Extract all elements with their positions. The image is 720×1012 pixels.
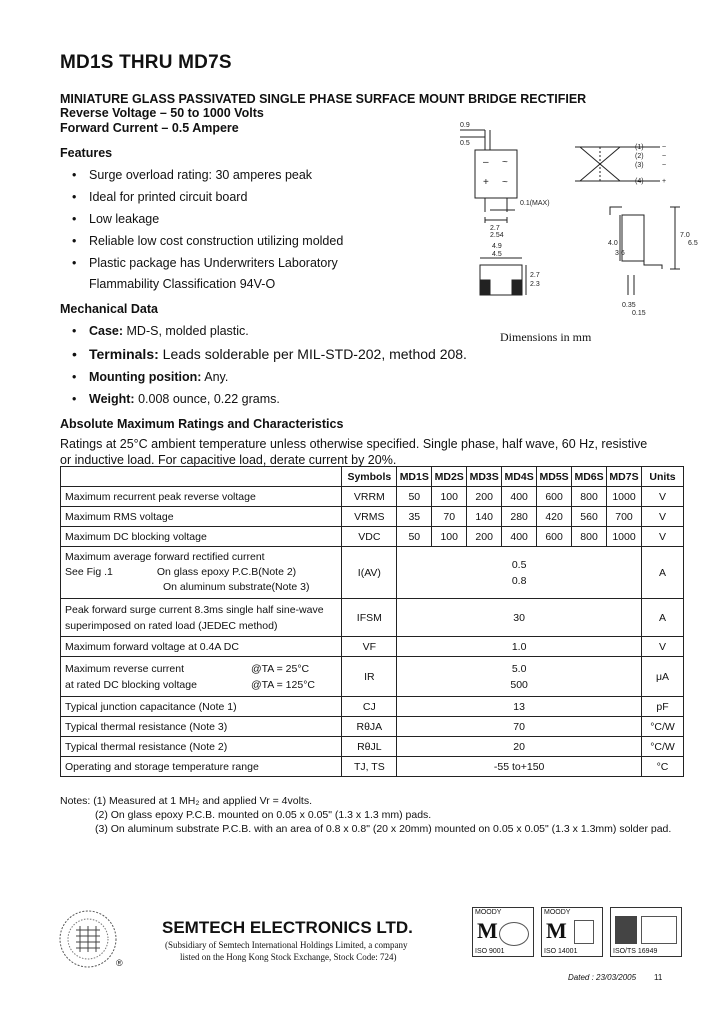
registered-mark: ® bbox=[116, 958, 123, 968]
dim-label: 7.0 bbox=[680, 232, 690, 239]
cell: 280 bbox=[502, 507, 537, 527]
mech-terminals: • Terminals: Leads solderable per MIL-STD-202, method 208. bbox=[72, 346, 467, 362]
row-desc: Peak forward surge current 8.3ms single half sine-wave superimposed on rated load (JEDEC method) bbox=[61, 599, 342, 637]
row-symbol: VRMS bbox=[342, 507, 397, 527]
cell: 1000 bbox=[607, 527, 642, 547]
row-unit: pF bbox=[641, 697, 683, 717]
table-row bbox=[61, 737, 684, 757]
row-symbol: IFSM bbox=[342, 599, 397, 637]
cell: 100 bbox=[432, 527, 467, 547]
cell: 200 bbox=[467, 527, 502, 547]
row-unit: V bbox=[641, 637, 683, 657]
mech-weight: • Weight: 0.008 ounce, 0.22 grams. bbox=[72, 392, 280, 406]
pin-sign: ~ bbox=[662, 144, 667, 151]
pin-sign: + bbox=[662, 178, 667, 185]
package-top-view bbox=[475, 150, 517, 198]
pkg-sign: – bbox=[483, 157, 489, 168]
cell: 1000 bbox=[607, 487, 642, 507]
cert-mark-icon bbox=[615, 916, 637, 944]
page-number: 11 bbox=[654, 973, 663, 982]
pkg-sign: + bbox=[483, 177, 489, 188]
cell: 600 bbox=[537, 487, 572, 507]
row-symbol: IR bbox=[342, 657, 397, 697]
dim-label: 0.1(MAX) bbox=[520, 200, 550, 207]
dim-label: 0.35 bbox=[622, 302, 636, 309]
moody-m-icon: M bbox=[477, 918, 498, 943]
company-sub2: listed on the Hong Kong Stock Exchange, Stock Code: 724) bbox=[180, 952, 397, 962]
cell: 140 bbox=[467, 507, 502, 527]
note-1: Notes: (1) Measured at 1 MH₂ and applied Vr = 4volts. bbox=[60, 795, 313, 807]
features-heading: Features bbox=[60, 146, 113, 160]
cell: 700 bbox=[607, 507, 642, 527]
ratings-intro: Ratings at 25°C ambient temperature unless otherwise specified. Single phase, half wave, 60 Hz, resistive or inductive load. For capacitive load, derate current by 20%. bbox=[60, 437, 648, 467]
dim-label: 2.7 bbox=[530, 272, 540, 279]
cell: 0.5 0.8 bbox=[397, 547, 642, 599]
page-title: MD1S THRU MD7S bbox=[60, 52, 232, 73]
feature-item: • Ideal for printed circuit board bbox=[72, 190, 247, 204]
row-desc: Typical junction capacitance (Note 1) bbox=[61, 697, 342, 717]
dim-label: 2.7 bbox=[490, 225, 500, 232]
note-3: (3) On aluminum substrate P.C.B. with an area of 0.8 x 0.8" (20 x 20mm) mounted on 0.05 x 0.05" (1.3 x 1.3mm) solder pad. bbox=[95, 823, 672, 835]
crown-shield-icon bbox=[574, 920, 594, 944]
reverse-voltage: Reverse Voltage – 50 to 1000 Volts bbox=[60, 106, 264, 120]
cell: 20 bbox=[397, 737, 642, 757]
dim-label: 4.9 bbox=[492, 243, 502, 250]
column-header: MD2S bbox=[432, 467, 467, 487]
table-row bbox=[61, 697, 684, 717]
column-header: MD4S bbox=[502, 467, 537, 487]
pin-label: (4) bbox=[635, 178, 644, 185]
dim-label: 4.5 bbox=[492, 251, 502, 258]
pin-sign: ~ bbox=[662, 162, 667, 169]
feature-item: • Low leakage bbox=[72, 212, 159, 226]
company-name: SEMTECH ELECTRONICS LTD. bbox=[162, 918, 413, 937]
forward-current: Forward Current – 0.5 Ampere bbox=[60, 121, 239, 135]
dim-label: 4.0 bbox=[608, 240, 618, 247]
row-symbol: TJ, TS bbox=[342, 757, 397, 777]
cell: 420 bbox=[537, 507, 572, 527]
table-row bbox=[61, 507, 684, 527]
cell: 560 bbox=[572, 507, 607, 527]
table-row bbox=[61, 527, 684, 547]
row-symbol: RθJL bbox=[342, 737, 397, 757]
column-header: MD3S bbox=[467, 467, 502, 487]
row-desc: Typical thermal resistance (Note 2) bbox=[61, 737, 342, 757]
row-unit: μA bbox=[641, 657, 683, 697]
cell: 70 bbox=[432, 507, 467, 527]
row-symbol: I(AV) bbox=[342, 547, 397, 599]
row-desc: Maximum DC blocking voltage bbox=[61, 527, 342, 547]
row-desc: Maximum forward voltage at 0.4A DC bbox=[61, 637, 342, 657]
column-header: MD7S bbox=[607, 467, 642, 487]
table-row bbox=[61, 717, 684, 737]
row-symbol: VDC bbox=[342, 527, 397, 547]
row-unit: V bbox=[641, 527, 683, 547]
feature-item: • Plastic package has Underwriters Laboratory bbox=[72, 256, 338, 270]
table-row bbox=[61, 599, 684, 637]
zert-icon bbox=[499, 922, 529, 946]
cell: 400 bbox=[502, 527, 537, 547]
cell: 1.0 bbox=[397, 637, 642, 657]
package-side-view bbox=[622, 215, 644, 261]
pin-label: (3) bbox=[635, 162, 644, 169]
cell: 50 bbox=[397, 527, 432, 547]
row-symbol: VF bbox=[342, 637, 397, 657]
row-unit: °C/W bbox=[641, 717, 683, 737]
dated: Dated : 23/03/2005 bbox=[568, 973, 637, 982]
cert-badge-iso9001: MOODY M ISO 9001 bbox=[472, 907, 534, 957]
row-unit: °C/W bbox=[641, 737, 683, 757]
column-header: Units bbox=[641, 467, 683, 487]
mech-mounting: • Mounting position: Any. bbox=[72, 370, 228, 384]
table-header-row bbox=[61, 467, 684, 487]
row-desc: Maximum recurrent peak reverse voltage bbox=[61, 487, 342, 507]
cell: 5.0 500 bbox=[397, 657, 642, 697]
row-unit: V bbox=[641, 487, 683, 507]
row-symbol: CJ bbox=[342, 697, 397, 717]
table-row bbox=[61, 547, 684, 599]
cell: 200 bbox=[467, 487, 502, 507]
cell: 70 bbox=[397, 717, 642, 737]
cell: 35 bbox=[397, 507, 432, 527]
row-desc: Maximum RMS voltage bbox=[61, 507, 342, 527]
column-header: MD5S bbox=[537, 467, 572, 487]
row-unit: A bbox=[641, 599, 683, 637]
cell: -55 to+150 bbox=[397, 757, 642, 777]
table-row bbox=[61, 637, 684, 657]
dim-label: 0.9 bbox=[460, 122, 470, 129]
mechanical-heading: Mechanical Data bbox=[60, 302, 158, 316]
pkg-sign: ~ bbox=[502, 157, 508, 168]
cert-mark-icon-2 bbox=[641, 916, 677, 944]
column-header: MD6S bbox=[572, 467, 607, 487]
cell: 30 bbox=[397, 599, 642, 637]
row-symbol: RθJA bbox=[342, 717, 397, 737]
dim-label: 0.15 bbox=[632, 310, 646, 317]
row-desc: Maximum reverse current @TA = 25°C at rated DC blocking voltage @TA = 125°C bbox=[61, 657, 342, 697]
moody-m-icon: M bbox=[546, 918, 567, 943]
row-desc: Typical thermal resistance (Note 3) bbox=[61, 717, 342, 737]
ratings-heading: Absolute Maximum Ratings and Characteristics bbox=[60, 417, 344, 431]
dim-label: 2.3 bbox=[530, 281, 540, 288]
cert-badge-ts16949: ISO/TS 16949 bbox=[610, 907, 682, 957]
cell: 100 bbox=[432, 487, 467, 507]
pkg-sign: ~ bbox=[502, 177, 508, 188]
row-unit: V bbox=[641, 507, 683, 527]
mech-case: • Case: MD-S, molded plastic. bbox=[72, 324, 249, 338]
cell: 800 bbox=[572, 527, 607, 547]
feature-item-cont: Flammability Classification 94V-O bbox=[89, 277, 276, 291]
cell: 13 bbox=[397, 697, 642, 717]
row-desc: Maximum average forward rectified current See Fig .1 On glass epoxy P.C.B(Note 2) On aluminum substrate(Note 3) bbox=[61, 547, 342, 599]
cell: 600 bbox=[537, 527, 572, 547]
row-desc: Operating and storage temperature range bbox=[61, 757, 342, 777]
feature-item: • Surge overload rating: 30 amperes peak bbox=[72, 168, 312, 182]
feature-item: • Reliable low cost construction utilizing molded bbox=[72, 234, 343, 248]
pin-label: (2) bbox=[635, 153, 644, 160]
subtitle: MINIATURE GLASS PASSIVATED SINGLE PHASE SURFACE MOUNT BRIDGE RECTIFIER bbox=[60, 92, 587, 106]
cert-badge-iso14001: MOODY M ISO 14001 bbox=[541, 907, 603, 957]
pin-sign: ~ bbox=[662, 153, 667, 160]
company-sub1: (Subsidiary of Semtech International Holdings Limited, a company bbox=[165, 940, 408, 950]
ratings-table bbox=[60, 466, 684, 777]
cell: 50 bbox=[397, 487, 432, 507]
table-row bbox=[61, 487, 684, 507]
pin-label: (1) bbox=[635, 144, 644, 151]
dim-label: 6.5 bbox=[688, 240, 698, 247]
row-symbol: VRRM bbox=[342, 487, 397, 507]
semtech-logo-icon bbox=[52, 908, 124, 970]
cell: 800 bbox=[572, 487, 607, 507]
dim-label: 2.54 bbox=[490, 232, 504, 239]
column-header: MD1S bbox=[397, 467, 432, 487]
column-header: Symbols bbox=[342, 467, 397, 487]
package-dimension-diagram bbox=[450, 115, 710, 350]
table-row bbox=[61, 657, 684, 697]
note-2: (2) On glass epoxy P.C.B. mounted on 0.05 x 0.05" (1.3 x 1.3 mm) pads. bbox=[95, 809, 432, 821]
row-unit: A bbox=[641, 547, 683, 599]
cell: 400 bbox=[502, 487, 537, 507]
row-unit: °C bbox=[641, 757, 683, 777]
table-row bbox=[61, 757, 684, 777]
dim-label: 3.6 bbox=[615, 250, 625, 257]
dim-label: 0.5 bbox=[460, 140, 470, 147]
dimensions-caption: Dimensions in mm bbox=[500, 330, 592, 344]
